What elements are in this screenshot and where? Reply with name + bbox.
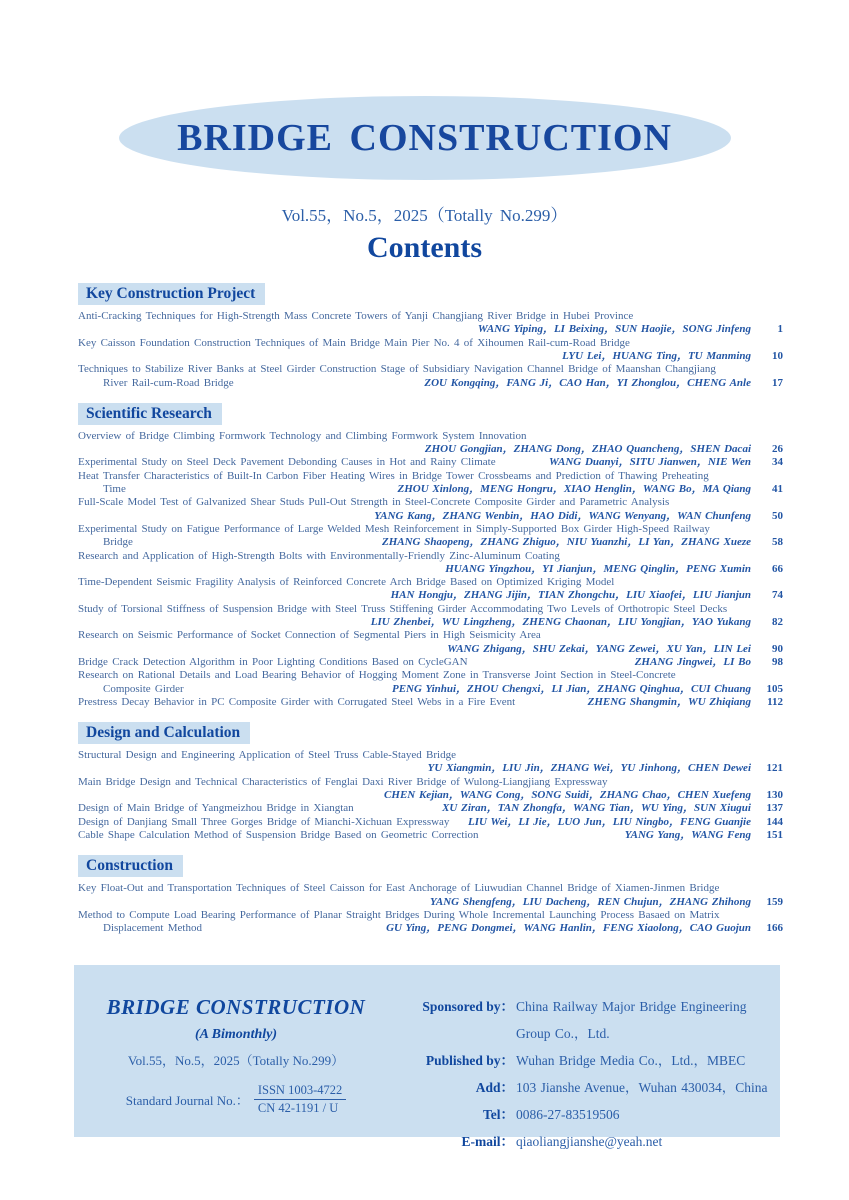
article-authors: CHEN Kejian，WANG Cong，SONG Suidi，ZHANG Chao，CHEN Xuefeng bbox=[384, 789, 751, 802]
toc-line bbox=[78, 776, 783, 789]
toc bbox=[78, 281, 783, 935]
page-number: 82 bbox=[772, 616, 783, 629]
toc-line bbox=[78, 523, 783, 536]
toc-line bbox=[78, 456, 783, 469]
article-title: Anti-Cracking Techniques for High-Strength Mass Concrete Towers of Yanji Changjiang River Bridge in Hubei Province bbox=[78, 310, 634, 323]
page-number: 90 bbox=[772, 642, 783, 655]
footer-info-row bbox=[384, 1047, 780, 1074]
toc-line bbox=[78, 603, 783, 616]
footer-info-label: Published by： bbox=[425, 1053, 514, 1069]
article-authors: LIU Zhenbei，WU Lingzheng，ZHENG Chaonan，LIU Yongjian，YAO Yukang bbox=[370, 616, 751, 629]
article-title: Experimental Study on Steel Deck Pavement Debonding Causes in Hot and Rainy Climate bbox=[78, 456, 496, 469]
footer-volume-line: Vol.55，No.5，2025（Totally No.299） bbox=[127, 1053, 345, 1069]
page-number: 74 bbox=[772, 589, 783, 602]
article-authors: HUANG Yingzhou，YI Jianjun，MENG Qinglin，PENG Xumin bbox=[445, 562, 751, 575]
toc-line bbox=[78, 656, 783, 669]
masthead-ellipse bbox=[119, 96, 731, 180]
section-header: Key Construction Project bbox=[78, 283, 265, 305]
page-number: 166 bbox=[766, 922, 783, 935]
toc-line bbox=[78, 496, 783, 509]
footer-info-row bbox=[384, 993, 780, 1047]
standard-journal-label: Standard Journal No.： bbox=[125, 1093, 249, 1109]
toc-line bbox=[78, 363, 783, 376]
toc-line bbox=[78, 802, 783, 815]
article-title: Prestress Decay Behavior in PC Composite Girder with Corrugated Steel Webs in a Fire Event bbox=[78, 695, 516, 708]
article-authors: XU Ziran，TAN Zhongfa，WANG Tian，WU Ying，SUN Xiugui bbox=[442, 802, 751, 815]
article-authors: WANG Zhigang，SHU Zekai，YANG Zewei，XU Yan，LIN Lei bbox=[447, 642, 751, 655]
toc-line bbox=[78, 350, 783, 363]
toc-line bbox=[78, 829, 783, 842]
article-title: Heat Transfer Characteristics of Built-In Carbon Fiber Heating Wires in Bridge Tower Crossbeams and Prediction of Thawing Preheating bbox=[78, 469, 709, 482]
page-number: 144 bbox=[766, 815, 783, 828]
article-title: Design of Danjiang Small Three Gorges Bridge of Mianchi-Xichuan Expressway bbox=[78, 815, 450, 828]
page-number: 10 bbox=[772, 349, 783, 362]
toc-line bbox=[78, 643, 783, 656]
article-title: Research on Seismic Performance of Socket Connection of Segmental Piers in High Seismicity Area bbox=[78, 629, 541, 642]
article-title: Techniques to Stabilize River Banks at Steel Girder Construction Stage of Subsidiary Navigation Channel Bridge of Maanshan Changjiang bbox=[78, 363, 716, 376]
toc-line bbox=[78, 483, 783, 496]
page-number: 105 bbox=[766, 682, 783, 695]
toc-line bbox=[78, 576, 783, 589]
page-number: 151 bbox=[766, 828, 783, 841]
page-number: 121 bbox=[766, 762, 783, 775]
toc-line bbox=[78, 443, 783, 456]
article-title: Design of Main Bridge of Yangmeizhou Bridge in Xiangtan bbox=[78, 802, 354, 815]
toc-line bbox=[78, 922, 783, 935]
article-authors: ZHANG Jingwei，LI Bo bbox=[634, 655, 751, 668]
page-number: 112 bbox=[767, 695, 783, 708]
page-number: 137 bbox=[766, 802, 783, 815]
article-title: Study of Torsional Stiffness of Suspension Bridge with Steel Truss Stiffening Girder Accommodating Two Levels of Orthotropic Steel Decks bbox=[78, 602, 728, 615]
footer-bimonthly-note: (A Bimonthly) bbox=[194, 1027, 278, 1043]
issn-number: ISSN 1003-4722 bbox=[254, 1083, 346, 1100]
footer-right-column bbox=[384, 965, 780, 1150]
article-title: Main Bridge Design and Technical Characteristics of Fenglai Daxi River Bridge of Wulong-Liangjiang Expressway bbox=[78, 775, 608, 788]
page-number: 34 bbox=[772, 456, 783, 469]
article-authors: YANG Shengfeng，LIU Dacheng，REN Chujun，ZHANG Zhihong bbox=[429, 895, 751, 908]
section-header: Design and Calculation bbox=[78, 722, 250, 744]
contents-heading: Contents bbox=[366, 231, 482, 264]
footer-info-value: qiaoliangjianshe@yeah.net bbox=[516, 1134, 663, 1150]
footer-info-value: Wuhan Bridge Media Co.，Ltd.，MBEC bbox=[516, 1053, 746, 1069]
page-number: 58 bbox=[772, 536, 783, 549]
toc-line bbox=[78, 909, 783, 922]
footer-info-value: 0086-27-83519506 bbox=[516, 1107, 620, 1123]
toc-line bbox=[78, 310, 783, 323]
journal-title: BRIDGE CONSTRUCTION bbox=[177, 117, 672, 159]
article-authors: ZHOU Xinlong，MENG Hongru，XIAO Henglin，WANG Bo，MA Qiang bbox=[397, 483, 751, 496]
footer-info-value: 103 Jianshe Avenue，Wuhan 430034，China bbox=[516, 1080, 768, 1096]
article-authors: LYU Lei，HUANG Ting，TU Manming bbox=[562, 349, 751, 362]
article-title: Key Float-Out and Transportation Techniques of Steel Caisson for East Anchorage of Liuwudian Channel Bridge of Xiamen-Jinmen Bridge bbox=[78, 882, 720, 895]
page-number: 17 bbox=[772, 376, 783, 389]
article-title: Time bbox=[103, 483, 126, 496]
cn-number: CN 42-1191 / U bbox=[257, 1101, 339, 1116]
footer-left-column bbox=[74, 965, 384, 1137]
page-number: 66 bbox=[772, 562, 783, 575]
page-number: 1 bbox=[777, 323, 783, 336]
page-number: 26 bbox=[772, 443, 783, 456]
toc-line bbox=[78, 323, 783, 336]
footer-panel bbox=[74, 965, 780, 1150]
article-title: Displacement Method bbox=[103, 922, 202, 935]
page-number: 50 bbox=[772, 509, 783, 522]
article-authors: YU Xiangmin，LIU Jin，ZHANG Wei，YU Jinhong，CHEN Dewei bbox=[427, 762, 751, 775]
toc-line bbox=[78, 749, 783, 762]
toc-line bbox=[78, 430, 783, 443]
footer-info-value: China Railway Major Bridge Engineering Group Co.，Ltd. bbox=[516, 999, 747, 1042]
article-authors: YANG Yang，WANG Feng bbox=[624, 828, 751, 841]
article-title: Research on Rational Details and Load Bearing Behavior of Hogging Moment Zone in Transverse Joint Section in Steel-Concrete bbox=[78, 669, 676, 682]
article-title: Composite Girder bbox=[103, 682, 184, 695]
toc-line bbox=[78, 536, 783, 549]
article-title: Full-Scale Model Test of Galvanized Shear Studs Pull-Out Strength in Steel-Concrete Composite Girder and Parametric Analysis bbox=[78, 496, 670, 509]
article-authors: ZOU Kongqing，FANG Ji，CAO Han，YI Zhonglou，CHENG Anle bbox=[424, 376, 751, 389]
article-title: Bridge bbox=[103, 536, 133, 549]
toc-line bbox=[78, 683, 783, 696]
article-authors: HAN Hongju，ZHANG Jijin，TIAN Zhongchu，LIU Xiaofei，LIU Jianjun bbox=[390, 589, 751, 602]
toc-line bbox=[78, 377, 783, 390]
toc-line bbox=[78, 882, 783, 895]
toc-line bbox=[78, 762, 783, 775]
article-authors: GU Ying，PENG Dongmei，WANG Hanlin，FENG Xiaolong，CAO Guojun bbox=[386, 922, 751, 935]
footer-info-row bbox=[384, 1074, 780, 1101]
volume-issue-line: Vol.55，No.5，2025（Totally No.299） bbox=[281, 206, 568, 225]
page-number: 159 bbox=[766, 895, 783, 908]
page-number: 41 bbox=[772, 483, 783, 496]
article-title: Cable Shape Calculation Method of Suspension Bridge Based on Geometric Correction bbox=[78, 828, 479, 841]
article-title: Time-Dependent Seismic Fragility Analysis of Reinforced Concrete Arch Bridge Based on Optimized Kriging Model bbox=[78, 576, 615, 589]
toc-line bbox=[78, 563, 783, 576]
article-title: Method to Compute Load Bearing Performance of Planar Straight Bridges During Whole Incremental Launching Process Basaed on Matrix bbox=[78, 908, 720, 921]
page-number: 98 bbox=[772, 655, 783, 668]
footer-info-label: Add： bbox=[475, 1080, 514, 1096]
section-header: Construction bbox=[78, 855, 183, 877]
footer-info-row bbox=[384, 1128, 780, 1155]
article-title: River Rail-cum-Road Bridge bbox=[103, 376, 234, 389]
article-authors: ZHOU Gongjian，ZHANG Dong，ZHAO Quancheng，SHEN Dacai bbox=[424, 443, 751, 456]
article-authors: PENG Yinhui，ZHOU Chengxi，LI Jian，ZHANG Qinghua，CUI Chuang bbox=[391, 682, 751, 695]
toc-line bbox=[78, 616, 783, 629]
toc-line bbox=[78, 510, 783, 523]
section-header: Scientific Research bbox=[78, 403, 222, 425]
toc-line bbox=[78, 629, 783, 642]
article-title: Overview of Bridge Climbing Formwork Technology and Climbing Formwork System Innovation bbox=[78, 429, 527, 442]
page-number: 130 bbox=[766, 789, 783, 802]
article-title: Research and Application of High-Strength Bolts with Environmentally-Friendly Zinc-Aluminum Coating bbox=[78, 549, 560, 562]
toc-line bbox=[78, 789, 783, 802]
article-title: Experimental Study on Fatigue Performance of Large Welded Mesh Reinforcement in Simply-Supported Box Girder High-Speed Railway bbox=[78, 522, 710, 535]
footer-info-label: E-mail： bbox=[461, 1134, 514, 1150]
article-authors: ZHANG Shaopeng，ZHANG Zhiguo，NIU Yuanzhi，LI Yan，ZHANG Xueze bbox=[382, 536, 751, 549]
toc-line bbox=[78, 337, 783, 350]
footer-info-label: Sponsored by： bbox=[422, 999, 514, 1015]
toc-line bbox=[78, 696, 783, 709]
footer-info-label: Tel： bbox=[482, 1107, 514, 1123]
article-title: Bridge Crack Detection Algorithm in Poor Lighting Conditions Based on CycleGAN bbox=[78, 655, 468, 668]
issn-cn-fraction bbox=[254, 1083, 346, 1116]
toc-line bbox=[78, 470, 783, 483]
article-authors: WANG Duanyi，SITU Jianwen，NIE Wen bbox=[549, 456, 751, 469]
article-authors: WANG Yiping，LI Beixing，SUN Haojie，SONG Jinfeng bbox=[477, 323, 751, 336]
article-title: Key Caisson Foundation Construction Techniques of Main Bridge Main Pier No. 4 of Xihoumen Rail-cum-Road Bridge bbox=[78, 336, 630, 349]
toc-line bbox=[78, 589, 783, 602]
toc-line bbox=[78, 550, 783, 563]
article-authors: YANG Kang，ZHANG Wenbin，HAO Didi，WANG Wenyang，WAN Chunfeng bbox=[374, 509, 751, 522]
article-authors: LIU Wei，LI Jie，LUO Jun，LIU Ningbo，FENG Guanjie bbox=[468, 815, 751, 828]
toc-line bbox=[78, 896, 783, 909]
article-title: Structural Design and Engineering Application of Steel Truss Cable-Stayed Bridge bbox=[78, 749, 456, 762]
footer-info-row bbox=[384, 1101, 780, 1128]
footer-journal-title: BRIDGE CONSTRUCTION bbox=[106, 995, 366, 1020]
article-authors: ZHENG Shangmin，WU Zhiqiang bbox=[587, 695, 751, 708]
standard-journal-number bbox=[126, 1083, 347, 1116]
toc-line bbox=[78, 816, 783, 829]
toc-line bbox=[78, 669, 783, 682]
